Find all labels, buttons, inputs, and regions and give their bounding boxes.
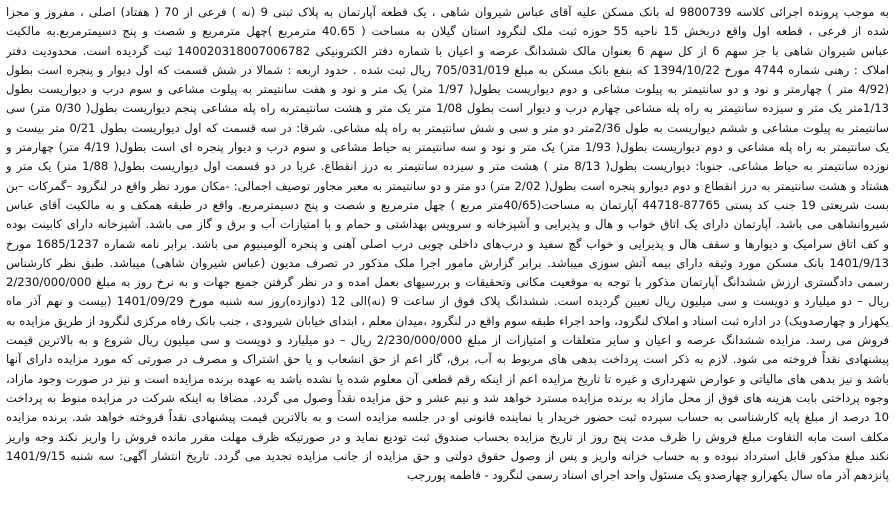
notice-line: شده از فرعی ، قطعه اول واقع دربخش 15 ناحیه 55 حوزه ثبت ملک لنگرود استان گیلان به مساحت ( 40.65 مترمربع )چهل مترمربع و شصت و پنج دسیمترمربع.به مالکیت	[6, 24, 889, 39]
notice-signature-line: پانزدهم آذر ماه سال یکهزارو چهارصدو یک مسئول واحد اجرای اسناد رسمی لنگرود - فاطمه پوررجب	[406, 468, 889, 483]
notice-line: 1/13متر یک متر و سیزده سانتیمتر به راه پله مشاعی چهارم درب و دیوار است بطول 1/08 متر یک متر و هشت سانتیمتربه راه پله مشاعی پنجم دیواریست بطول( 0/30 متر) سی	[6, 101, 889, 116]
notice-line: مکلف است مابه التفاوت مبلغ فروش را ظرف مدت پنج روز از تاریخ مزایده بحساب صندوق ثبت تودیع نماید و در صورتیکه ظرف مهلت مقرر مانده فروش را واریز نکند وجه واریز	[6, 429, 889, 444]
notice-line: به موجب پرونده اجرائی کلاسه 9800739 له بانک مسکن علیه آقای عباس شیروان شاهی ، یک قطعه آپارتمان به پلاک ثبتی 9 (نه ) فرعی از 70 ( هفتاد) اصلی ، مفروز و مجزا	[6, 5, 889, 19]
notice-line: باشد و نیز بدهی های مالیاتی و عوارض شهرداری و غیره تا تاریخ مزایده اعم از اینکه رقم قطعی آن معلوم شده یا نشده باشد به عهده برنده مزایده است و نیز در صورت وجود مازاد،	[6, 371, 889, 386]
notice-line: نکند مبلغ مذکور قابل استرداد نبوده و به حساب خزانه واریز و پس از وصول حقوق دولتی و حق مزایده از جانب مزایده تجدید می گردد. تاریخ انتشار آگهی: سه شنبه 1401/9/15	[6, 448, 889, 463]
notice-line: 10 درصد از مبلغ پایه کارشناسی به حساب سپرده ثبت حضور خریدار یا نماینده قانونی او در جلسه مزایده است و به بالاترین قیمت پیشنهادی نقداً فروخته خواهد شد. برنده مزایده	[6, 410, 889, 425]
notice-line: بست شریعتی 19 جنب کد پستی 87765-44718 آپارتمان به مساحت(40/65متر مربع ) چهل مترمربع و شصت و پنج دسیمترمربع. واقع در طبقه همکف و به مالکیت آقای عباس	[6, 197, 889, 212]
notice-line: املاک : رهنی شماره 4744 مورخ 1394/10/22 که بنفع بانک مسکن به مبلغ 705/031/019 ریال ثبت شده . حدود اربعه : شمالا در شش قسمت که اول دیوار و پنجره است بطول	[6, 62, 889, 77]
notice-line: یک سانتیمتر به راه پله مشاعی و دوم دیواریست بطول( 1/93 متر) یک متر و نود و سه سانتیمتر به حیاط مشاعی و سوم درب و دیوار پنجره ای است بطول( 4/19 متر) چهارمتر و	[6, 140, 889, 155]
notice-line: فروش می رسد. مزایده ششدانگ عرصه و اعیان و سایر متعلقات و امتیازات از مبلغ 2/230/000/000 ریال – دو میلیارد و دویست و سی میلیون ریال شروع و به بالاترین قیمت	[6, 333, 889, 348]
notice-line: 1401/9/13 بانک مسکن مورد وثیقه دارای بیمه آتش سوزی میباشد. برابر گزارش مامور اجرا ملک مذکور در تصرف مدیون (عباس شیروان شاهی) میباشد. طبق نظر کارشناس	[6, 255, 889, 270]
notice-line: (4/92 متر ) چهارمتر و نود و دو سانتیمتر به پیلوت مشاعی و دوم دیواریست بطول( 1/97 متر) یک متر و نود و هفت سانتیمتر به پیلوت مشاعی و سوم درب و دیواریست بطول	[6, 82, 889, 97]
notice-line: شیروانشاهی می باشد. آپارتمان دارای یک اتاق خواب و هال و پذیرایی و آشپزخانه و سرویس بهداشتی و حمام و با امتیازات آب و برق و گاز می باشد. آشپزخانه دارای کابینت بوده	[6, 217, 889, 232]
notice-line: رسمی دادگستری ارزش ششدانگ آپارتمان مذکور با توجه به موقعیت مکانی وتحقیقات و بررسیهای بعمل امده و در نظر گرفتن جمیع جهات و به نرخ روز به مبلغ 2/230/000/000	[6, 275, 889, 290]
notice-line: یکهزار و چهارصدویک) در اداره ثبت اسناد و املاک لنگرود، واحد اجراء طبقه سوم واقع در لنگرود ،میدان معلم ، ابتدای خیابان شیرودی ، جنب بانک رفاه مرکزی لنگرود از طریق مزایده به	[6, 313, 889, 328]
notice-line: نوزده سانتیمتر به حیاط مشاعی. جنوبا: دیواریست بطول( 8/13 متر ) هشت متر و سیزده سانتیمتر به درز انقطاع. غربا در دو قسمت اول دیواریست بطول( 1/88 متر) یک متر و	[6, 159, 889, 174]
notice-line: ریال – دو میلیارد و دویست و سی میلیون ریال تعیین گردیده است. ششدانگ پلاک فوق از ساعت 9 (نه)الی 12 (دوازده)روز سه شنبه مورخ 1401/09/29 (بیست و نهم آذر ماه	[6, 294, 889, 309]
notice-line: وجوه پرداختی بابت هزینه های فوق از محل مازاد به برنده مزایده مسترد خواهد شد و نیم عشر و حق مزایده نقداً وصول می گردد. مضافا به اینکه شرکت در مزایده منوط به پرداخت	[6, 390, 889, 405]
notice-line: پیشنهادی نقداً فروخته می شود. لازم به ذکر است پرداخت بدهی های مربوط به آب، برق، گاز اعم از حق انشعاب و یا حق اشتراک و مصرف در صورتی که مورد مزایده دارای آنها	[6, 352, 889, 367]
notice-line: هشتاد و هشت سانتیمتر به درز انقطاع و دوم دیوارو پنجره است بطول( 2/02 متر) دو متر و دو سانتیمتر به معبر مجاور توصیف اجمالی: -مکان مورد نظر واقع در لنگرود –گمرکات –بن	[6, 178, 889, 193]
notice-line: و کف اتاق سرامیک و دیوارها و سقف هال و پذیرایی و خواب گچ سفید و درب‌های داخلی چوبی درب اصلی آهنی و پنجره آلومینیوم می باشد. برابر نامه شماره 1685/1237 مورخ	[6, 236, 889, 251]
notice-line: عباس شیروان شاهی با جز سهم 6 از کل سهم 6 بعنوان مالک ششدانگ عرصه و اعیان با شماره دفتر الکترونیکی 140020318007006782 ثبت گردیده است. محدودیت دفتر	[6, 43, 889, 58]
notice-line: سانتیمتر به پیلوت مشاعی و ششم دیواریست به طول 2/36متر دو متر و سی و شش سانتیمتر به راه پله مشاعی. شرقا: در سه قسمت که اول دیواریست بطول 0/21 متر بیست و	[6, 120, 889, 135]
